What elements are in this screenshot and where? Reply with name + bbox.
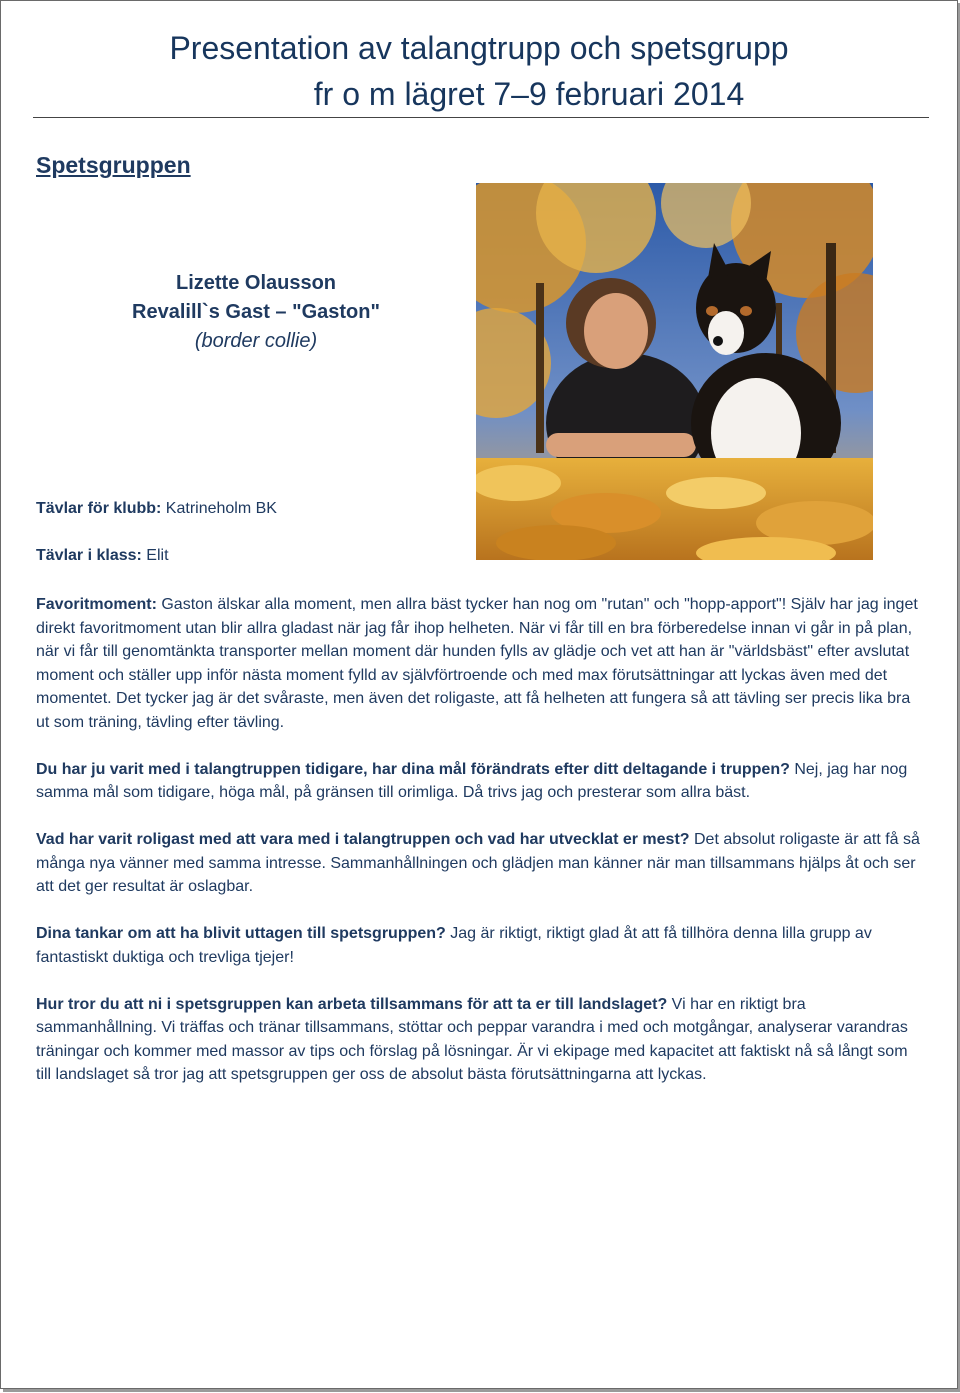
paragraph-question: Du har ju varit med i talangtruppen tidigare, har dina mål förändrats efter ditt deltagande i truppen?	[36, 760, 790, 778]
club-value: Katrineholm BK	[161, 500, 277, 517]
paragraph-question: Dina tankar om att ha blivit uttagen till spetsgruppen?	[36, 925, 446, 942]
paragraph	[36, 828, 926, 899]
photo-woman-dog-icon	[476, 183, 873, 560]
class-value: Elit	[141, 547, 169, 564]
class-line	[36, 544, 169, 567]
paragraph	[36, 758, 926, 805]
rider-photo	[476, 183, 873, 560]
paragraph-answer: Vi har en riktigt bra sammanhållning. Vi träffas och tränar tillsammans, stöttar och peppar varandra i med och motgångar, analyserar varandras träningar och kommer med massor av tips och förslag på lösningar. Är vi ekipage med kapacitet att faktiskt nå så långt som till landslaget så tror jag att spetsgruppen ger oss de absolut bästa förutsättningarna att lyckas.	[36, 995, 908, 1083]
paragraph-answer: Nej, jag har nog samma mål som tidigare, höga mål, på gränsen till orimliga. Då trivs jag och presterar som allra bäst.	[36, 760, 908, 801]
paragraph-question: Hur tror du att ni i spetsgruppen kan arbeta tillsammans för att ta er till landslaget?	[36, 995, 668, 1013]
interview-body	[36, 593, 926, 1110]
paragraph-answer: Det absolut roligaste är att få så många nya vänner med samma intresse. Sammanhållningen och glädjen man känner när man tillsammans hjälps åt och ser att det ger resultat är oslagbar.	[36, 831, 920, 895]
rider-name: Lizette Olausson	[175, 272, 337, 294]
paragraph-answer: Jag är riktigt, riktigt glad åt att få tillhöra denna lilla grupp av fantastiskt duktiga och trevliga tjejer!	[36, 925, 872, 966]
paragraph-question: Favoritmoment:	[36, 596, 157, 613]
paragraph-answer: Gaston älskar alla moment, men allra bäst tycker han nog om "rutan" och "hopp-apport"! Själv har jag inget direkt favoritmoment utan blir allra gladast när jag får ihop helheten. När vi får till en bra förberedelse innan vi går in på plan, när vi får till genomtänkta transporter mellan moment där hunden fylls av glädje och vet att han är "världsbäst" efter avslutat moment och ställer upp inför nästa moment fylld av självförtroende och med max förutsättningar att lyckas även med det momentet. Det tycker jag är det svåraste, men även det roligaste, att få helheten att fungera så att tävling ser precis lika bra ut som träning, tävling efter tävling.	[36, 596, 918, 731]
paragraph	[36, 593, 926, 734]
page-title	[1, 25, 957, 117]
paragraph	[36, 993, 926, 1087]
dog-breed: (border collie)	[194, 330, 318, 352]
rider-block	[91, 269, 421, 356]
title-line-1: Presentation av talangtrupp och spetsgrupp	[169, 30, 789, 66]
title-line-2: fr o m lägret 7–9 februari 2014	[313, 76, 745, 112]
section-heading: Spetsgruppen	[36, 152, 191, 178]
paragraph-question: Vad har varit roligast med att vara med i talangtruppen och vad har utvecklat er mest?	[36, 831, 690, 848]
paragraph	[36, 922, 926, 969]
club-label: Tävlar för klubb:	[36, 500, 162, 517]
title-divider	[33, 117, 929, 118]
club-line	[36, 497, 277, 520]
dog-name: Revalill`s Gast – "Gaston"	[132, 301, 380, 323]
class-label: Tävlar i klass:	[36, 547, 142, 564]
